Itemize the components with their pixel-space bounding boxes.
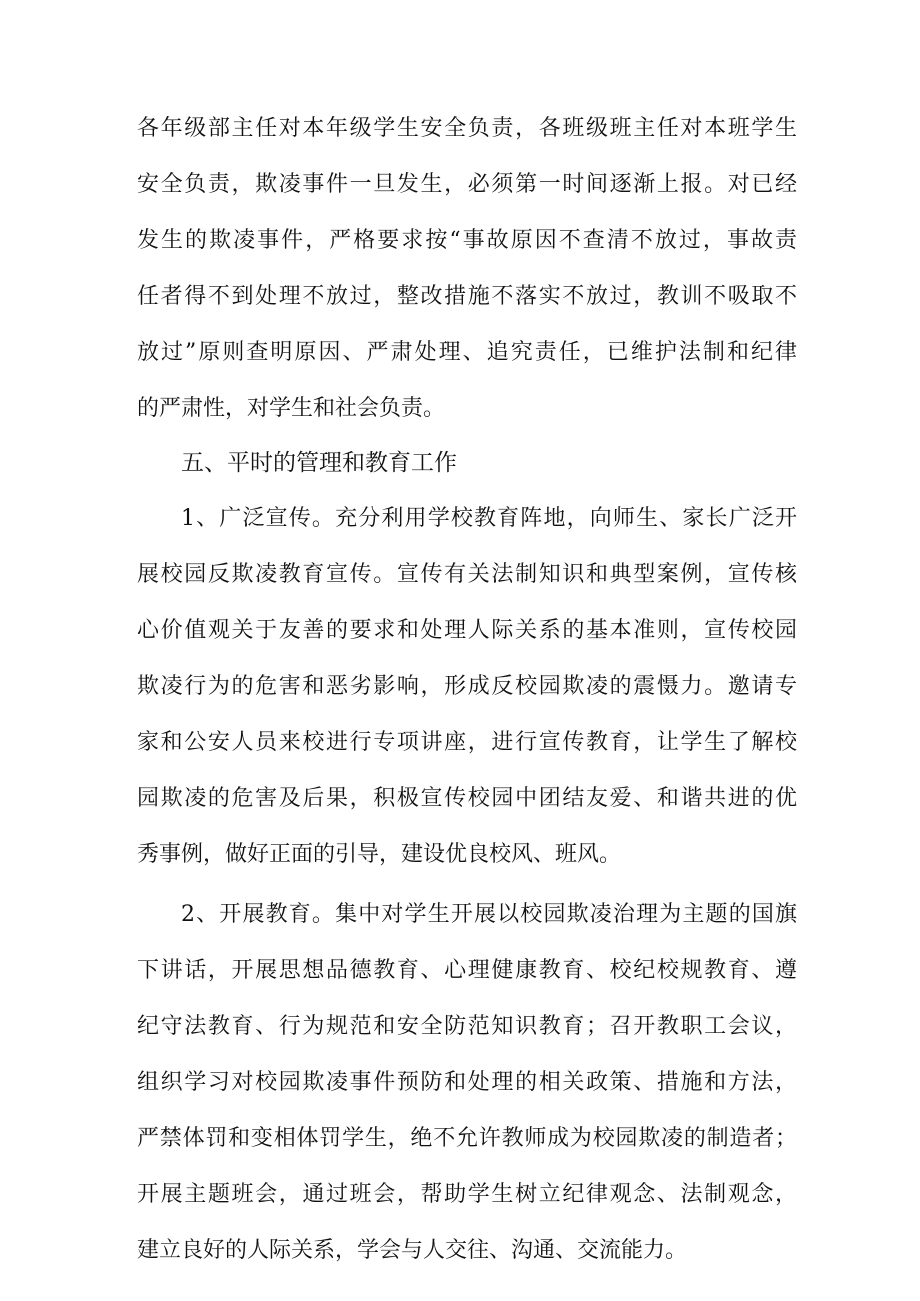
paragraph-line: 放过”原则查明原因、严肃处理、追究责任，已维护法制和纪律 <box>137 340 797 365</box>
paragraph-line: 安全负责，欺凌事件一旦发生，必须第一时间逐渐上报。对已经 <box>137 172 797 197</box>
paragraph-line: 2、开展教育。集中对学生开展以校园欺凌治理为主题的国旗 <box>181 902 797 927</box>
paragraph-line: 任者得不到处理不放过，整改措施不落实不放过，教训不吸取不 <box>137 284 797 309</box>
paragraph-line: 组织学习对校园欺凌事件预防和处理的相关政策、措施和方法， <box>137 1070 797 1095</box>
paragraph-line: 秀事例，做好正面的引导，建设优良校风、班风。 <box>137 842 622 867</box>
paragraph-line: 开展主题班会，通过班会，帮助学生树立纪律观念、法制观念， <box>137 1182 797 1207</box>
paragraph-line: 1、广泛宣传。充分利用学校教育阵地，向师生、家长广泛开 <box>181 506 797 531</box>
paragraph-line: 家和公安人员来校进行专项讲座，进行宣传教育，让学生了解校 <box>137 730 797 755</box>
paragraph-line: 欺凌行为的危害和恶劣影响，形成反校园欺凌的震慑力。邀请专 <box>137 674 797 699</box>
paragraph-line: 心价值观关于友善的要求和处理人际关系的基本准则，宣传校园 <box>137 618 797 643</box>
paragraph-line: 发生的欺凌事件，严格要求按“事故原因不查清不放过，事故责 <box>137 228 797 253</box>
paragraph-line: 下讲话，开展思想品德教育、心理健康教育、校纪校规教育、遵 <box>137 958 797 983</box>
paragraph-line: 各年级部主任对本年级学生安全负责，各班级班主任对本班学生 <box>137 116 797 141</box>
paragraph-line: 严禁体罚和变相体罚学生，绝不允许教师成为校园欺凌的制造者； <box>137 1126 797 1151</box>
paragraph-line: 的严肃性，对学生和社会负责。 <box>137 396 446 421</box>
paragraph-line: 园欺凌的危害及后果，积极宣传校园中团结友爱、和谐共进的优 <box>137 786 797 811</box>
paragraph-line: 纪守法教育、行为规范和安全防范知识教育；召开教职工会议， <box>137 1014 797 1039</box>
paragraph-line: 展校园反欺凌教育宣传。宣传有关法制知识和典型案例，宣传核 <box>137 562 797 587</box>
paragraph-line: 建立良好的人际关系，学会与人交往、沟通、交流能力。 <box>137 1238 688 1263</box>
section-heading: 五、平时的管理和教育工作 <box>181 450 457 476</box>
